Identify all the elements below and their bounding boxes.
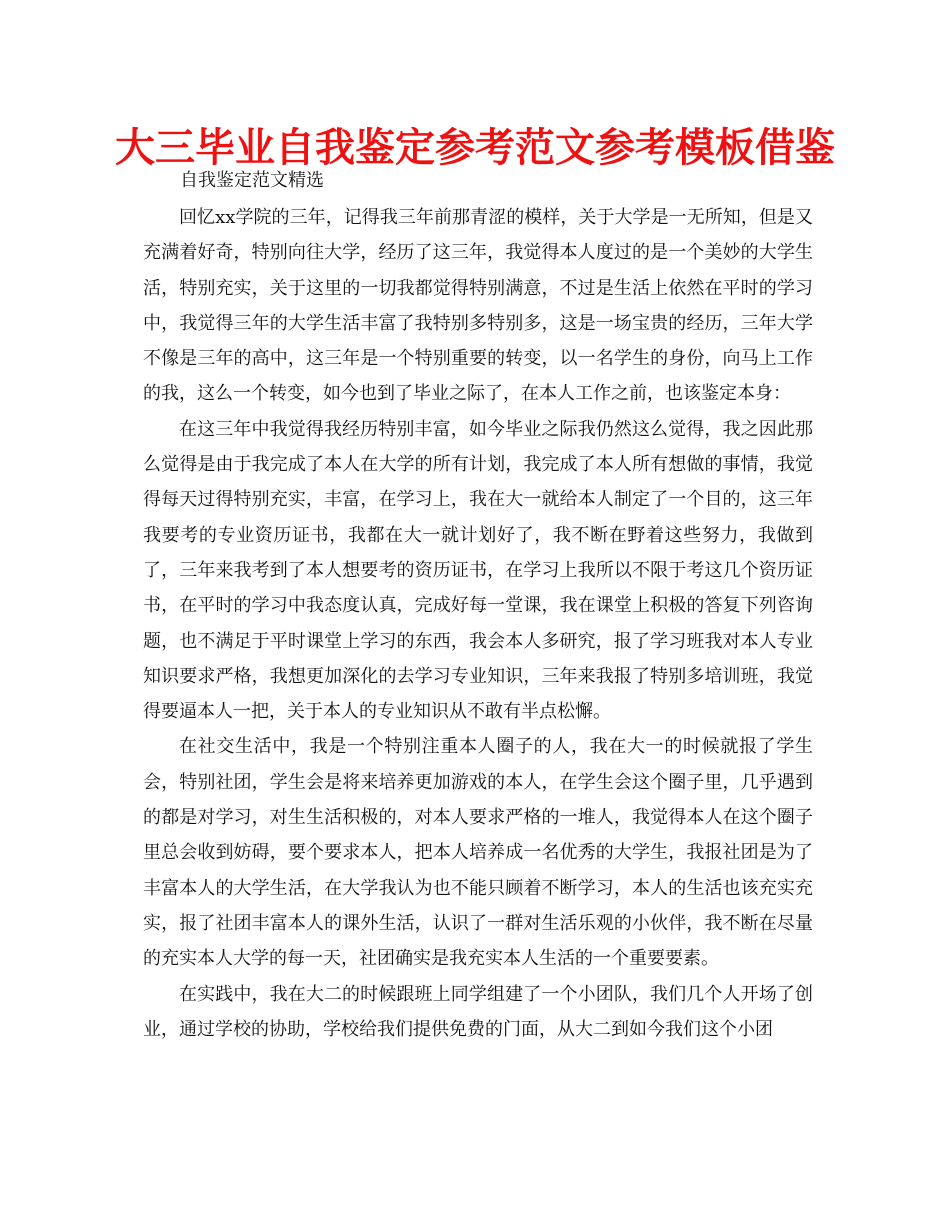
document-title: 大三毕业自我鉴定参考范文参考模板借鉴 [115, 125, 835, 171]
paragraph: 在实践中，我在大二的时候跟班上同学组建了一个小团队，我们几个人开场了创业，通过学校的协助，学校给我们提供免费的门面，从大二到如今我们这个小团 [143, 983, 813, 1040]
paragraph: 回忆xx学院的三年，记得我三年前那青涩的模样，关于大学是一无所知，但是又充满着好奇，特别向往大学，经历了这三年，我觉得本人度过的是一个美妙的大学生活，特别充实，关于这里的一切我都觉得特别满意，不过是生活上依然在平时的学习中，我觉得三年的大学生活丰富了我特别多特别多，这是一场宝贵的经历，三年大学不像是三年的高中，这三年是一个特别重要的转变，以一名学生的身份，向马上工作的我，这么一个转变，如今也到了毕业之际了，在本人工作之前，也该鉴定本身： [143, 207, 813, 405]
paragraph: 在这三年中我觉得我经历特别丰富，如今毕业之际我仍然这么觉得，我之因此那么觉得是由于我完成了本人在大学的所有计划，我完成了本人所有想做的事情，我觉得每天过得特别充实，丰富，在学习上，我在大一就给本人制定了一个目的，这三年我要考的专业资历证书，我都在大一就计划好了，我不断在野着这些努力，我做到了，三年来我考到了本人想要考的资历证书，在学习上我所以不限于考这几个资历证书，在平时的学习中我态度认真，完成好每一堂课，我在课堂上积极的答复下列咨询题，也不满足于平时课堂上学习的东西，我会本人多研究，报了学习班我对本人专业知识要求严格，我想更加深化的去学习专业知识，三年来我报了特别多培训班，我觉得要逼本人一把，关于本人的专业知识从不敢有半点松懈。 [143, 418, 813, 723]
paragraph: 在社交生活中，我是一个特别注重本人圈子的人，我在大一的时候就报了学生会，特别社团，学生会是将来培养更加游戏的本人，在学生会这个圈子里，几乎遇到的都是对学习，对生生活积极的，对本人要求严格的一堆人，我觉得本人在这个圈子里总会收到妨碍，要个要求本人，把本人培养成一名优秀的大学生，我报社团是为了丰富本人的大学生活，在大学我认为也不能只顾着不断学习，本人的生活也该充实充实，报了社团丰富本人的课外生活，认识了一群对生活乐观的小伙伴，我不断在尽量的充实本人大学的每一天，社团确实是我充实本人生活的一个重要要素。 [143, 736, 813, 970]
document-subtitle: 自我鉴定范文精选 [180, 170, 324, 191]
document-body [143, 200, 813, 1047]
